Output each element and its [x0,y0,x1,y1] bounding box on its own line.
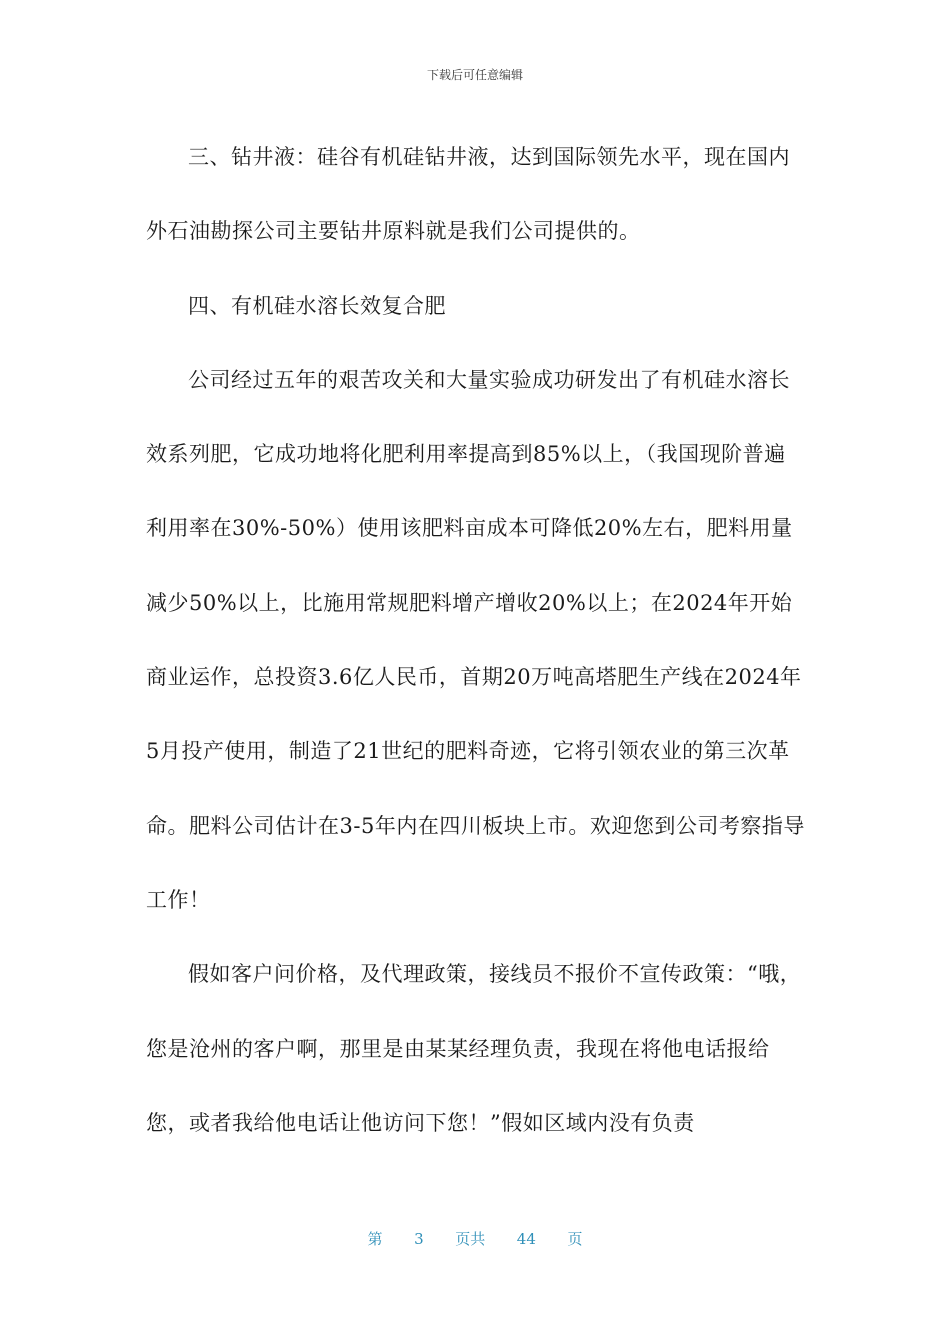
document-body [146,120,806,1160]
paragraph-drilling-fluid: 三、钻井液：硅谷有机硅钻井液，达到国际领先水平，现在国内外石油勘探公司主要钻井原料就是我们公司提供的。 [146,145,790,244]
footer-label-di: 第 [367,1230,383,1248]
footer-current-page: 3 [414,1230,424,1248]
paragraph-customer-inquiry: 假如客户问价格，及代理政策，接线员不报价不宣传政策：“哦，您是沧州的客户啊，那里是由某某经理负责，我现在将他电话报给您，或者我给他电话让他访问下您！”假如区域内没有负责 [146,962,802,1135]
page-footer [0,1228,950,1249]
paragraph-fertilizer-heading: 四、有机硅水溶长效复合肥 [188,293,446,318]
paragraph-fertilizer-description: 公司经过五年的艰苦攻关和大量实验成功研发出了有机硅水溶长效系列肥，它成功地将化肥利用率提高到85%以上，（我国现阶普遍利用率在30%-50%）使用该肥料亩成本可降低20%左右，肥料用量减少50%以上，比施用常规肥料增产增收20%以上；在2024年开始商业运作，总投资3.6亿人民币，首期20万吨高塔肥生产线在2024年5月投产使用，制造了21世纪的肥料奇迹，它将引领农业的第三次革命。肥料公司估计在3-5年内在四川板块上市。欢迎您到公司考察指导工作！ [146,367,805,912]
footer-label-ye: 页 [567,1230,583,1248]
footer-total-pages: 44 [516,1230,536,1248]
footer-label-ye-gong: 页共 [455,1230,486,1248]
page-header: 下载后可任意编辑 [426,68,523,82]
